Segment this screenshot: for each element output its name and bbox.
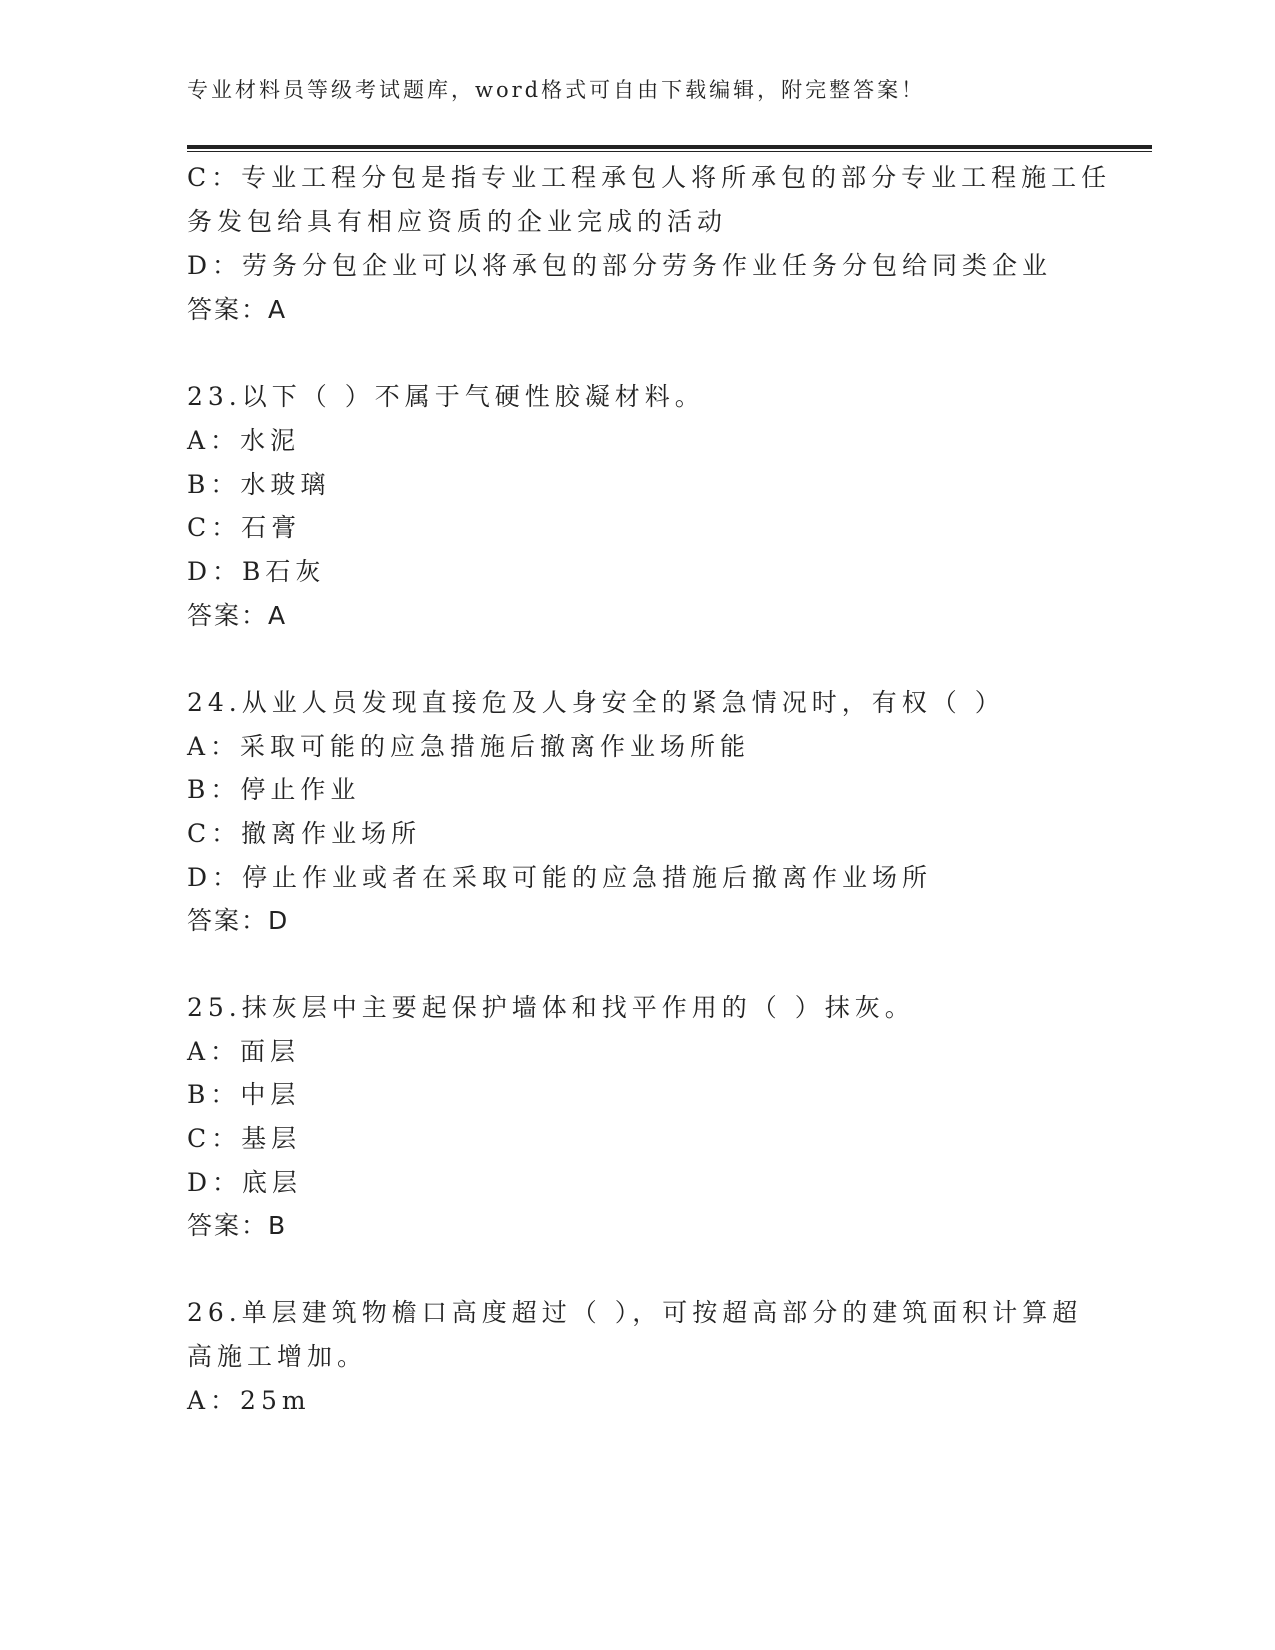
document-header: 专业材料员等级考试题库，word格式可自由下载编辑，附完整答案！ (187, 78, 926, 102)
q23-option-a: A：水泥 (187, 426, 301, 455)
header-rule-thin (187, 151, 1152, 152)
q25-option-a: A：面层 (187, 1037, 301, 1066)
q25-option-b: B：中层 (187, 1080, 301, 1109)
q23-option-d: D：B石灰 (187, 557, 326, 586)
q26-stem-line1: 26.单层建筑物檐口高度超过（ ），可按超高部分的建筑面积计算超 (187, 1298, 1083, 1327)
q25-option-d: D：底层 (187, 1168, 303, 1197)
q26-stem-line2: 高施工增加。 (187, 1342, 368, 1371)
q25-answer: 答案：B (187, 1211, 288, 1240)
q22-option-d: D：劳务分包企业可以将承包的部分劳务作业任务分包给同类企业 (187, 251, 1053, 280)
q22-option-c-line1: C：专业工程分包是指专业工程承包人将所承包的部分专业工程施工任 (187, 163, 1112, 192)
q23-option-b: B：水玻璃 (187, 470, 331, 499)
q24-option-a: A：采取可能的应急措施后撤离作业场所能 (187, 732, 751, 761)
q24-option-c: C：撤离作业场所 (187, 819, 422, 848)
header-rule-thick (187, 145, 1152, 149)
q24-answer: 答案：D (187, 906, 290, 935)
q24-option-b: B：停止作业 (187, 775, 361, 804)
q23-stem: 23.以下（ ）不属于气硬性胶凝材料。 (187, 382, 705, 411)
q24-option-d: D：停止作业或者在采取可能的应急措施后撤离作业场所 (187, 863, 933, 892)
q22-option-c-line2: 务发包给具有相应资质的企业完成的活动 (187, 207, 728, 236)
q25-stem: 25.抹灰层中主要起保护墙体和找平作用的（ ）抹灰。 (187, 993, 915, 1022)
q23-answer: 答案：A (187, 601, 288, 630)
q23-option-c: C：石膏 (187, 513, 302, 542)
q25-option-c: C：基层 (187, 1124, 302, 1153)
q22-answer: 答案：A (187, 295, 288, 324)
q26-option-a: A：25m (187, 1386, 311, 1415)
q24-stem: 24.从业人员发现直接危及人身安全的紧急情况时，有权（ ） (187, 688, 1005, 717)
